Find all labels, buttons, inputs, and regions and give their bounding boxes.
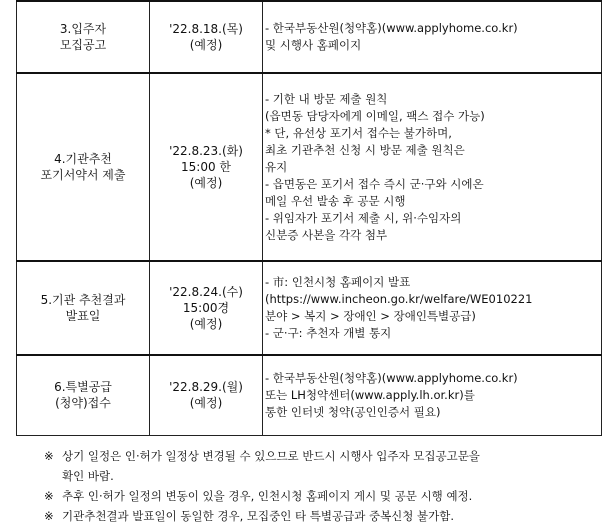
detail-line: - 기한 내 방문 제출 원칙 bbox=[265, 91, 388, 106]
reference-mark-icon: ※ bbox=[44, 509, 54, 523]
date-cell bbox=[150, 1, 263, 73]
date-label: '22.8.18.(목) bbox=[169, 22, 243, 36]
note-text bbox=[62, 506, 604, 526]
detail-line: - 市: 인천시청 홈페이지 발표 bbox=[265, 275, 411, 289]
table-row bbox=[17, 1, 602, 73]
detail-line: 메일 우선 발송 후 공문 시행 bbox=[265, 193, 406, 208]
date-cell bbox=[150, 73, 263, 261]
step-label: (청약)접수 bbox=[55, 396, 111, 411]
date-label: '22.8.23.(화) bbox=[169, 144, 243, 158]
detail-line: 최초 기관추천 신청 시 방문 제출 원칙은 bbox=[265, 142, 465, 157]
detail-line: (https://www.incheon.go.kr/welfare/WE010221 bbox=[265, 292, 533, 306]
detail-cell bbox=[263, 261, 602, 355]
date-label: (예정) bbox=[189, 38, 223, 52]
date-label: (예정) bbox=[189, 176, 223, 190]
table-row bbox=[17, 73, 602, 261]
note-line: 기관추천결과 발표일이 동일한 경우, 모집중인 타 특별공급과 중복신청 불가함. bbox=[62, 509, 455, 523]
step-label: 4.기관추천 bbox=[54, 152, 112, 166]
step-cell bbox=[17, 261, 150, 355]
step-cell bbox=[17, 355, 150, 435]
detail-cell bbox=[263, 355, 602, 435]
detail-line: 통한 인터넷 청약(공인인증서 필요) bbox=[265, 404, 441, 419]
detail-cell bbox=[263, 73, 602, 261]
date-cell bbox=[150, 355, 263, 435]
detail-line: - 한국부동산원(청약홈)(www.applyhome.co.kr) bbox=[265, 21, 518, 35]
date-label: (예정) bbox=[189, 396, 223, 411]
date-cell bbox=[150, 261, 263, 355]
detail-line: 신분증 사본을 각각 첨부 bbox=[265, 227, 388, 242]
detail-line: 및 시행사 홈페이지 bbox=[265, 38, 362, 52]
step-label: 5.기관 추천결과 bbox=[40, 293, 126, 307]
note-line: 상기 일정은 인·허가 일정상 변경될 수 있으므로 반드시 시행사 입주자 모집공고문을 bbox=[62, 449, 480, 463]
date-label: (예정) bbox=[189, 317, 223, 331]
detail-line: - 한국부동산원(청약홈)(www.applyhome.co.kr) bbox=[265, 370, 518, 385]
note-line: 확인 바람. bbox=[62, 469, 114, 483]
detail-line: - 군·구: 추천자 개별 통지 bbox=[265, 326, 392, 340]
detail-cell bbox=[263, 1, 602, 73]
detail-line: - 위임자가 포기서 제출 시, 위·수임자의 bbox=[265, 210, 462, 225]
step-label: 발표일 bbox=[65, 309, 101, 323]
detail-line: - 읍면동은 포기서 접수 즉시 군·구와 시에온 bbox=[265, 176, 484, 191]
table-row bbox=[17, 355, 602, 435]
date-label: '22.8.24.(수) bbox=[169, 285, 243, 299]
detail-line: * 단, 유선상 포기서 접수는 불가하며, bbox=[265, 125, 452, 140]
step-label: 모집공고 bbox=[59, 38, 107, 52]
note-item bbox=[44, 486, 604, 506]
step-label: 포기서약서 제출 bbox=[40, 168, 126, 182]
date-label: 15:00 한 bbox=[181, 160, 231, 174]
note-item bbox=[44, 506, 604, 526]
note-item bbox=[44, 446, 604, 486]
date-label: 15:00경 bbox=[182, 301, 230, 315]
note-line: 추후 인·허가 일정의 변동이 있을 경우, 인천시청 홈페이지 게시 및 공문 시행 예정. bbox=[62, 489, 473, 503]
reference-mark-icon: ※ bbox=[44, 449, 54, 463]
step-cell bbox=[17, 73, 150, 261]
step-label: 3.입주자 bbox=[59, 22, 107, 36]
notes-section bbox=[44, 446, 604, 526]
date-label: '22.8.29.(월) bbox=[169, 380, 243, 395]
step-cell bbox=[17, 1, 150, 73]
detail-line: 또는 LH청약센터(www.apply.lh.or.kr)를 bbox=[265, 387, 475, 402]
note-text bbox=[62, 486, 604, 506]
detail-line: 분야 > 복지 > 장애인 > 장애인특별공급) bbox=[265, 309, 476, 323]
schedule-table bbox=[16, 0, 602, 436]
reference-mark-icon: ※ bbox=[44, 489, 54, 503]
detail-line: (읍면동 담당자에게 이메일, 팩스 접수 가능) bbox=[265, 108, 485, 123]
step-label: 6.특별공급 bbox=[54, 380, 112, 395]
note-text bbox=[62, 446, 604, 486]
table-row bbox=[17, 261, 602, 355]
detail-line: 유지 bbox=[265, 159, 288, 174]
